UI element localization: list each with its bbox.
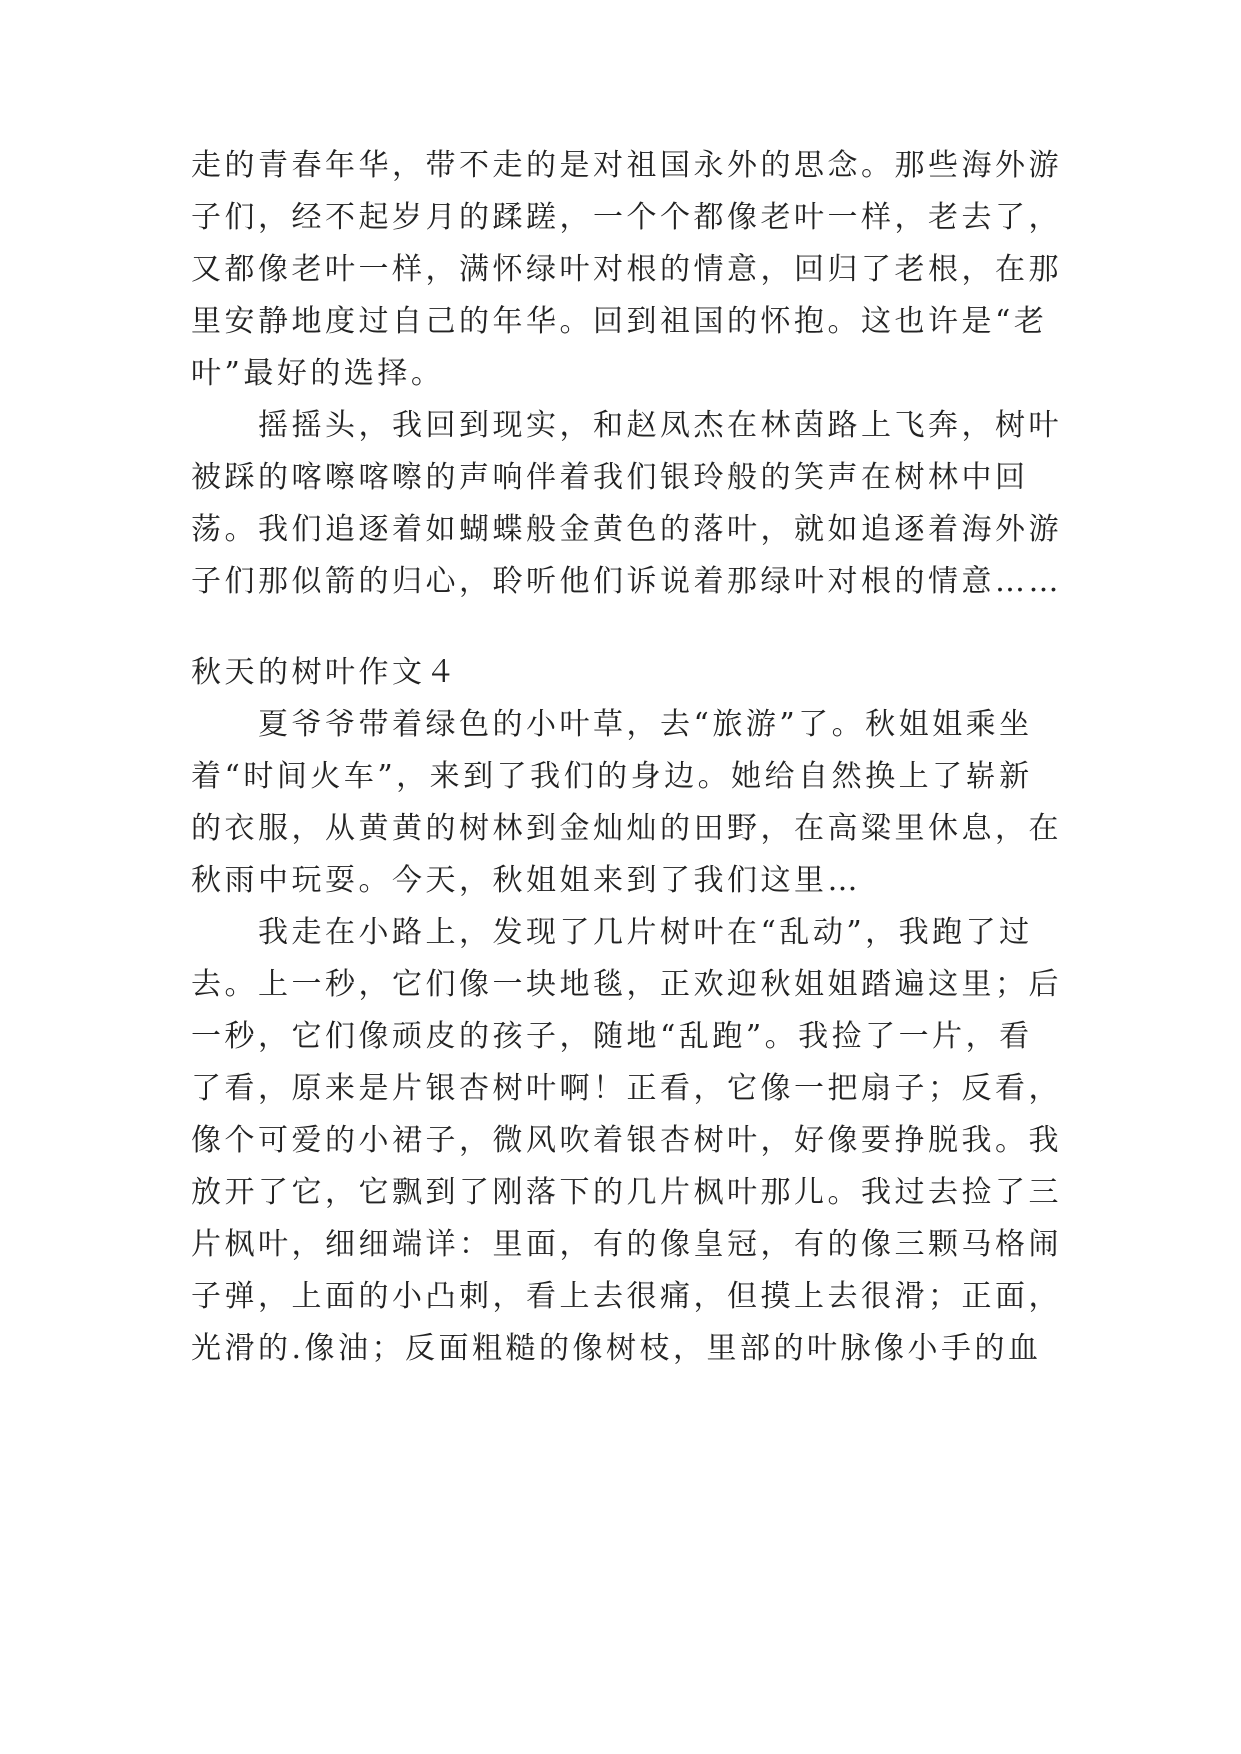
text-line: 又都像老叶一样，满怀绿叶对根的情意，回归了老根，在那 <box>191 252 1062 287</box>
text-line: 像个可爱的小裙子，微风吹着银杏树叶，好像要挣脱我。我 <box>191 1123 1062 1158</box>
text-line: 里安静地度过自己的年华。回到祖国的怀抱。这也许是“老 <box>191 304 1048 339</box>
text-line: 荡。我们追逐着如蝴蝶般金黄色的落叶，就如追逐着海外游 <box>191 512 1062 547</box>
text-line: 一秒，它们像顽皮的孩子，随地“乱跑”。我捡了一片，看 <box>191 1019 1033 1054</box>
text-line: 放开了它，它飘到了刚落下的几片枫叶那儿。我过去捡了三 <box>191 1175 1062 1210</box>
text-line: 光滑的.像油；反面粗糙的像树枝，里部的叶脉像小手的血 <box>191 1331 1042 1366</box>
text-line: 子弹，上面的小凸刺，看上去很痛，但摸上去很滑；正面， <box>191 1279 1062 1314</box>
text-line: 着“时间火车”，来到了我们的身边。她给自然换上了崭新 <box>191 759 1033 794</box>
text-line: 的衣服，从黄黄的树林到金灿灿的田野，在高粱里休息，在 <box>191 811 1062 846</box>
text-line: 去。上一秒，它们像一块地毯，正欢迎秋姐姐踏遍这里；后 <box>191 967 1062 1002</box>
text-line: 我走在小路上，发现了几片树叶在“乱动”，我跑了过 <box>191 915 1033 950</box>
text-line: 摇摇头，我回到现实，和赵凤杰在林茵路上飞奔，树叶 <box>191 408 1062 443</box>
section-heading: 秋天的树叶作文４ <box>191 655 459 690</box>
text-line: 叶”最好的选择。 <box>191 356 445 391</box>
text-line: 走的青春年华，带不走的是对祖国永外的思念。那些海外游 <box>191 148 1062 183</box>
text-line: 被踩的喀嚓喀嚓的声响伴着我们银玲般的笑声在树林中回 <box>191 460 1029 495</box>
text-line: 子们，经不起岁月的蹂蹉，一个个都像老叶一样，老去了， <box>191 200 1062 235</box>
text-line: 秋雨中玩耍。今天，秋姐姐来到了我们这里… <box>191 863 861 898</box>
text-line: 片枫叶，细细端详：里面，有的像皇冠，有的像三颗马格闹 <box>191 1227 1062 1262</box>
text-line: 了看，原来是片银杏树叶啊！正看，它像一把扇子；反看， <box>191 1071 1062 1106</box>
text-line: 夏爷爷带着绿色的小叶草，去“旅游”了。秋姐姐乘坐 <box>191 707 1033 742</box>
text-line: 子们那似箭的归心，聆听他们诉说着那绿叶对根的情意…… <box>191 564 1062 599</box>
